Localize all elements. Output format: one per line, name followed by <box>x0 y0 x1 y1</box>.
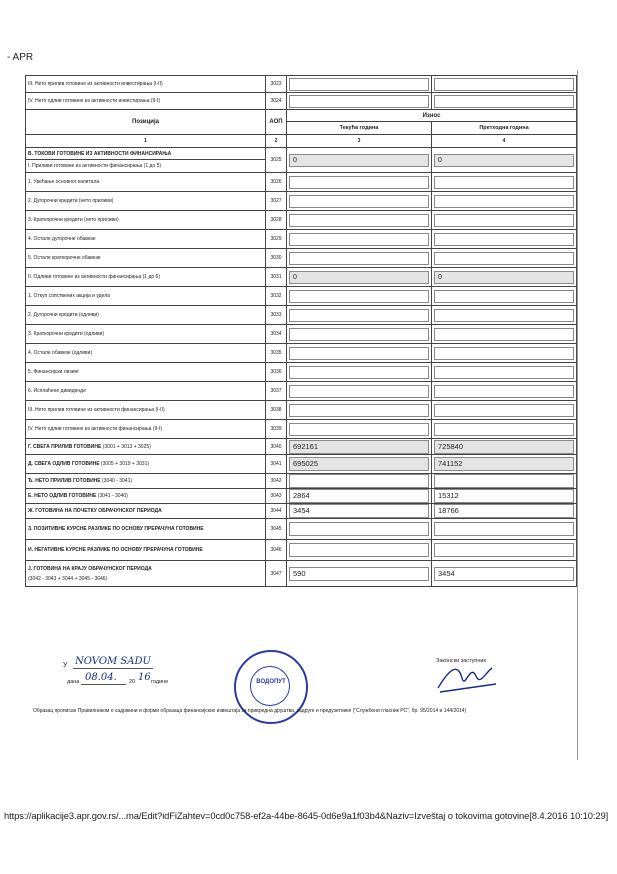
aop-code: 3038 <box>266 401 287 420</box>
position-header: Позиција <box>26 110 266 135</box>
aop-code: 3025 <box>266 148 287 173</box>
place-prefix: У <box>63 662 68 669</box>
footer-url: https://aplikacije3.apr.gov.rs/...ma/Edit?idFiZahtev=0cd0c758-ef2a-44be-8645-0d6e9a1f03b4&Naziv=Izveštaj o tokovima gotovine[8.4.2016 10:10:29] <box>4 810 609 821</box>
current-year-field[interactable] <box>289 290 429 303</box>
previous-year-field[interactable] <box>434 385 574 398</box>
row-label: 6. Исплаћене дивиденде <box>28 388 86 394</box>
current-year-field[interactable] <box>289 522 429 536</box>
current-year-field[interactable]: 695025 <box>289 457 429 471</box>
previous-year-field[interactable] <box>434 522 574 536</box>
row-label: Ж. ГОТОВИНА НА ПОЧЕТКУ ОБРАЧУНСКОГ ПЕРИОДА <box>28 508 162 514</box>
section-title-row <box>26 148 577 160</box>
row-label: IV. Нето одлив готовине из активности финансирања (II-I) <box>28 426 163 432</box>
aop-code: 3041 <box>266 455 287 474</box>
table-row <box>26 382 577 401</box>
section-title: В. ТОКОВИ ГОТОВИНЕ ИЗ АКТИВНОСТИ ФИНАНСИРАЊА <box>26 148 266 160</box>
row-formula: (3042 - 3043 + 3044 + 3045 - 3046) <box>28 575 108 582</box>
previous-year-field[interactable] <box>434 423 574 436</box>
previous-year-field[interactable]: 0 <box>434 154 574 167</box>
row-label: IV. Нето одлив готовине из активности инвестирања (II-I) <box>26 93 266 110</box>
table-row <box>26 420 577 439</box>
row-label: 4. Остале дугорочне обавезе <box>28 236 96 242</box>
current-year-field[interactable] <box>289 404 429 417</box>
aop-code: 3043 <box>266 489 287 504</box>
row-label: 2. Дугорочни кредити (нето приливи) <box>28 198 114 204</box>
previous-year-field[interactable] <box>434 543 574 557</box>
current-year-field[interactable] <box>289 252 429 265</box>
row-formula: (3005 + 3019 + 3031) <box>100 461 150 467</box>
previous-year-field[interactable] <box>434 309 574 322</box>
previous-year-field[interactable] <box>434 404 574 417</box>
table-row <box>26 306 577 325</box>
year-handwritten: 16 <box>138 672 151 683</box>
previous-year-field[interactable]: 15312 <box>434 489 574 503</box>
aop-code: 3039 <box>266 420 287 439</box>
previous-year-field[interactable] <box>434 474 574 488</box>
table-row <box>26 325 577 344</box>
previous-year-field[interactable]: 0 <box>434 271 574 284</box>
row-label: 5. Остале краткорочне обавезе <box>28 255 101 261</box>
table-row <box>26 173 577 192</box>
row-label: III. Нето прилив готовине из активности инвестирања (I-II) <box>26 76 266 93</box>
current-year-header: Текућа година <box>287 122 432 135</box>
year-suffix: године <box>151 679 169 685</box>
previous-year-field[interactable]: 3454 <box>434 567 574 581</box>
current-year-field[interactable] <box>289 366 429 379</box>
previous-year-field[interactable]: 725840 <box>434 440 574 454</box>
current-year-field[interactable]: 0 <box>289 271 429 284</box>
table-row <box>26 249 577 268</box>
aop-code: 3040 <box>266 439 287 455</box>
table-row <box>26 287 577 306</box>
aop-code: 3032 <box>266 287 287 306</box>
previous-year-field[interactable] <box>434 328 574 341</box>
aop-code: 3028 <box>266 211 287 230</box>
aop-code: 3046 <box>266 540 287 561</box>
current-year-field[interactable] <box>289 423 429 436</box>
date-prefix: дана <box>67 679 80 685</box>
table-row <box>26 504 577 519</box>
current-year-field[interactable] <box>289 347 429 360</box>
current-year-field[interactable] <box>289 95 429 108</box>
aop-code: 3026 <box>266 173 287 192</box>
legal-representative-label: Законски заступник <box>436 658 486 664</box>
aop-code: 3027 <box>266 192 287 211</box>
aop-code: 3033 <box>266 306 287 325</box>
table-row <box>26 540 577 561</box>
col-number: 3 <box>287 135 432 148</box>
current-year-field[interactable] <box>289 543 429 557</box>
table-row <box>26 561 577 587</box>
amount-header: Износ <box>287 110 577 122</box>
current-year-field[interactable]: 3454 <box>289 504 429 518</box>
date-handwritten: 08.04. <box>85 672 117 683</box>
table-body <box>26 76 577 587</box>
current-year-field[interactable]: 590 <box>289 567 429 581</box>
aop-code: 3035 <box>266 344 287 363</box>
date-line <box>81 684 126 685</box>
row-label: И. НЕГАТИВНЕ КУРСНЕ РАЗЛИКЕ ПО ОСНОВУ ПРЕРАЧУНА ГОТОВИНЕ <box>28 547 203 553</box>
row-label: 1. Откуп сопствених акција и удела <box>28 293 110 299</box>
row-label: З. ПОЗИТИВНЕ КУРСНЕ РАЗЛИКЕ ПО ОСНОВУ ПРЕРАЧУНА ГОТОВИНЕ <box>28 526 204 532</box>
previous-year-field[interactable] <box>434 78 574 91</box>
col-number: 1 <box>26 135 266 148</box>
aop-code: 3042 <box>266 474 287 489</box>
aop-code: 3030 <box>266 249 287 268</box>
aop-code: 3036 <box>266 363 287 382</box>
row-label: II. Одливи готовине из активности финансирања (1 до 6) <box>28 274 160 280</box>
current-year-field[interactable] <box>289 176 429 189</box>
current-year-field[interactable] <box>289 78 429 91</box>
signature-image <box>430 658 500 698</box>
row-label: Г. СВЕГА ПРИЛИВ ГОТОВИНЕ <box>28 443 102 450</box>
col-number: 2 <box>266 135 287 148</box>
row-formula: (3041 - 3040) <box>97 493 128 499</box>
current-year-field[interactable]: 0 <box>289 154 429 167</box>
aop-code: 3044 <box>266 504 287 519</box>
law-reference: Образац прописан Правилником о садржини и форми образаца финансијских извештаја за привредна друштва, задруге и предузетнике ("Службени гласник РС", бр. 95/2014 и 144/2014) <box>33 708 467 714</box>
table-row <box>26 439 577 455</box>
current-year-field[interactable] <box>289 195 429 208</box>
col-number: 4 <box>432 135 577 148</box>
place-line <box>73 668 153 669</box>
current-year-field[interactable] <box>289 385 429 398</box>
aop-code: 3031 <box>266 268 287 287</box>
table-row <box>26 401 577 420</box>
previous-year-field[interactable] <box>434 290 574 303</box>
aop-code: 3045 <box>266 519 287 540</box>
place-handwritten: NOVOM SADU <box>75 656 151 667</box>
table-row <box>26 344 577 363</box>
row-label: Ђ. НЕТО ПРИЛИВ ГОТОВИНЕ <box>28 478 101 484</box>
previous-year-field[interactable]: 741152 <box>434 457 574 471</box>
header-text: - APR <box>7 52 34 63</box>
row-label: III. Нето прилив готовине из активности финансирања (I-II) <box>28 407 165 413</box>
row-formula: (3040 - 3041) <box>102 478 133 484</box>
aop-code: 3023 <box>266 76 287 93</box>
table-row <box>26 211 577 230</box>
current-year-field[interactable]: 692161 <box>289 440 429 454</box>
row-label: 3. Краткорочни кредити (одливи) <box>28 331 105 337</box>
current-year-field[interactable] <box>289 214 429 227</box>
previous-year-field[interactable] <box>434 214 574 227</box>
current-year-field[interactable] <box>289 309 429 322</box>
row-label: 3. Краткорочни кредити (нето приливи) <box>28 217 119 223</box>
aop-header: АОП <box>266 110 287 135</box>
previous-year-field[interactable] <box>434 233 574 246</box>
previous-year-field[interactable] <box>434 252 574 265</box>
aop-code: 3047 <box>266 561 287 587</box>
table-row <box>26 76 577 93</box>
row-label: 5. Финансијски лизинг <box>28 369 80 375</box>
header-row <box>26 110 577 122</box>
row-label: 1. Увећање основног капитала <box>28 179 100 185</box>
row-label: 2. Дугорочни кредити (одливи) <box>28 312 99 318</box>
row-label: Ј. ГОТОВИНА НА КРАЈУ ОБРАЧУНСКОГ ПЕРИОДА <box>28 565 152 572</box>
aop-code: 3034 <box>266 325 287 344</box>
year-prefix: 20 <box>129 679 136 685</box>
cash-flow-table <box>25 75 577 587</box>
previous-year-field[interactable] <box>434 347 574 360</box>
table-row <box>26 455 577 474</box>
table-row <box>26 474 577 489</box>
table-row <box>26 230 577 249</box>
row-label: Д. СВЕГА ОДЛИВ ГОТОВИНЕ <box>28 461 100 467</box>
table-row <box>26 192 577 211</box>
aop-code: 3024 <box>266 93 287 110</box>
current-year-field[interactable] <box>289 233 429 246</box>
row-label: 4. Остале обавезе (одливи) <box>28 350 93 356</box>
row-label: I. Приливи готовине из активности финансирања (1 до 5) <box>26 160 266 173</box>
table-row <box>26 93 577 110</box>
current-year-field[interactable]: 2864 <box>289 489 429 503</box>
previous-year-field[interactable] <box>434 195 574 208</box>
previous-year-field[interactable] <box>434 95 574 108</box>
previous-year-field[interactable]: 18766 <box>434 504 574 518</box>
table-row <box>26 268 577 287</box>
row-formula: (3001 + 3013 + 3025) <box>102 443 151 450</box>
aop-code: 3029 <box>266 230 287 249</box>
current-year-field[interactable] <box>289 328 429 341</box>
row-label: Е. НЕТО ОДЛИВ ГОТОВИНЕ <box>28 493 97 499</box>
previous-year-header: Претходна година <box>432 122 577 135</box>
column-number-row <box>26 135 577 148</box>
stamp-inner-ring <box>250 666 290 706</box>
previous-year-field[interactable] <box>434 366 574 379</box>
current-year-field[interactable] <box>289 474 429 488</box>
stamp-text: ВОДОПУТ <box>256 679 286 685</box>
table-row <box>26 363 577 382</box>
table-row <box>26 489 577 504</box>
page-edge <box>577 70 578 760</box>
aop-code: 3037 <box>266 382 287 401</box>
previous-year-field[interactable] <box>434 176 574 189</box>
table-row <box>26 519 577 540</box>
